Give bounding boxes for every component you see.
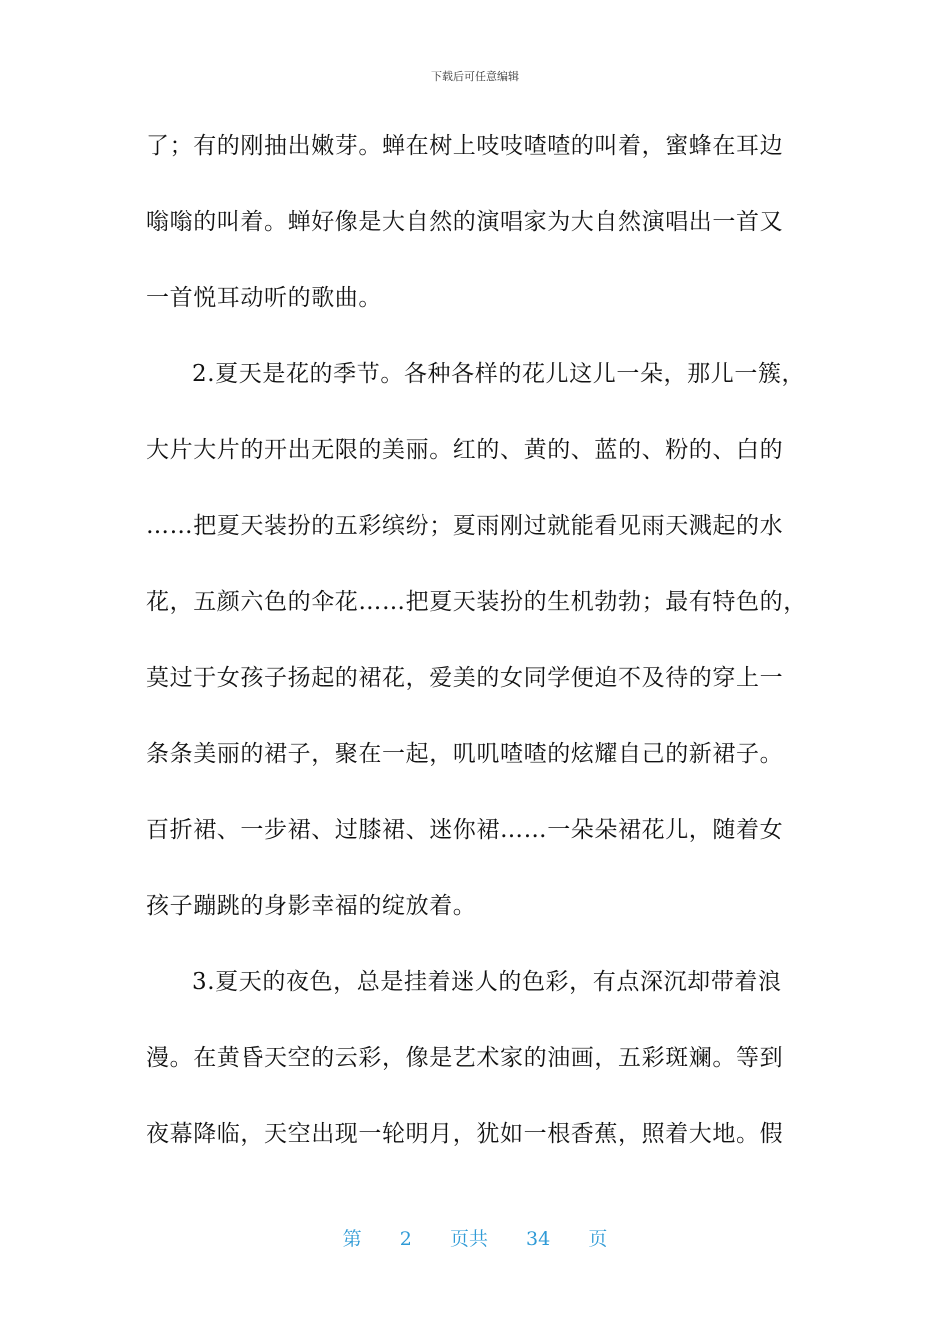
text-line: 花，五颜六色的伞花……把夏天装扮的生机勃勃；最有特色的， — [146, 589, 807, 615]
header-note: 下载后可任意编辑 — [431, 70, 519, 83]
paragraph-start-line: 3.夏天的夜色，总是挂着迷人的色彩，有点深沉却带着浪 — [192, 969, 782, 995]
paragraph-start-line: 2.夏天是花的季节。各种各样的花儿这儿一朵，那儿一簇， — [192, 361, 806, 387]
text-line: 嗡嗡的叫着。蝉好像是大自然的演唱家为大自然演唱出一首又 — [146, 209, 784, 235]
footer-suffix: 页 — [588, 1228, 608, 1250]
footer-middle: 页共 — [449, 1228, 488, 1250]
text-line: 大片大片的开出无限的美丽。红的、黄的、蓝的、粉的、白的 — [146, 437, 784, 463]
text-line: 了；有的刚抽出嫩芽。蝉在树上吱吱喳喳的叫着，蜜蜂在耳边 — [146, 133, 784, 159]
text-line: 漫。在黄昏天空的云彩，像是艺术家的油画，五彩斑斓。等到 — [146, 1045, 784, 1071]
text-line: 一首悦耳动听的歌曲。 — [146, 285, 382, 311]
text-line: 条条美丽的裙子，聚在一起，叽叽喳喳的炫耀自己的新裙子。 — [146, 741, 784, 767]
page-footer — [0, 1224, 950, 1251]
text-line: 莫过于女孩子扬起的裙花，爱美的女同学便迫不及待的穿上一 — [146, 665, 784, 691]
text-line: 夜幕降临，天空出现一轮明月，犹如一根香蕉，照着大地。假 — [146, 1121, 784, 1147]
text-line: ……把夏天装扮的五彩缤纷；夏雨刚过就能看见雨天溅起的水 — [146, 513, 784, 539]
footer-page-number: 2 — [399, 1228, 412, 1250]
text-line: 百折裙、一步裙、过膝裙、迷你裙……一朵朵裙花儿，随着女 — [146, 817, 784, 843]
text-line: 孩子蹦跳的身影幸福的绽放着。 — [146, 893, 477, 919]
footer-prefix: 第 — [342, 1228, 362, 1250]
footer-total-pages: 34 — [526, 1228, 551, 1250]
body-text — [146, 118, 806, 1182]
